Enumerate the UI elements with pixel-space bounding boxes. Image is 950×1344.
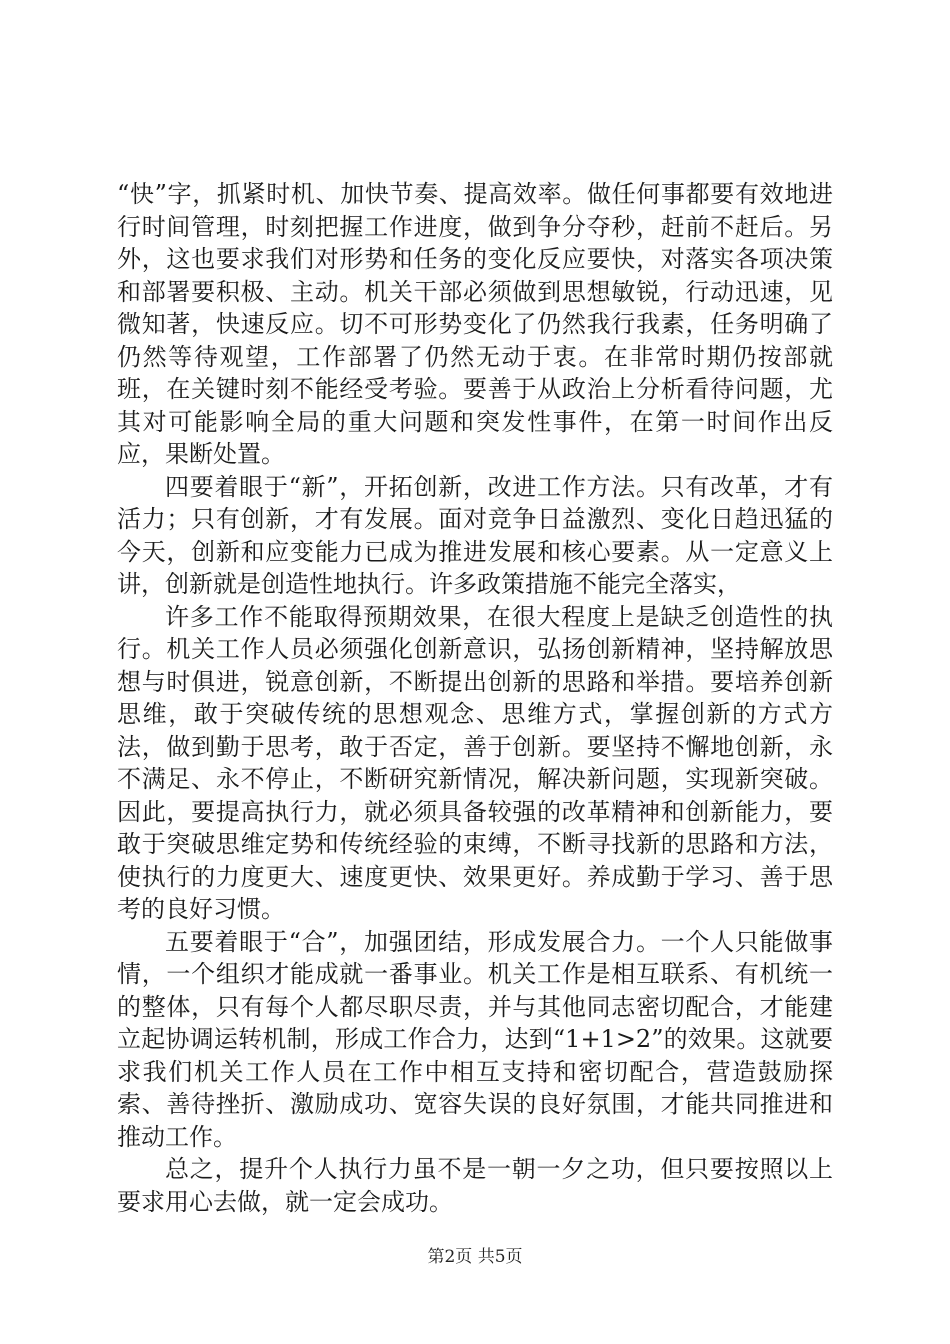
paragraph-2: 四要着眼于“新”，开拓创新，改进工作方法。只有改革，才有活力；只有创新，才有发展。面对竞争日益激烈、变化日趋迅猛的今天，创新和应变能力已成为推进发展和核心要素。从一定意义上讲，创新就是创造性地执行。许多政策措施不能完全落实， — [117, 472, 833, 598]
document-body — [117, 178, 833, 1218]
page-number-footer: 第2页 共5页 — [427, 1247, 523, 1267]
paragraph-1: “快”字，抓紧时机、加快节奏、提高效率。做任何事都要有效地进行时间管理，时刻把握工作进度，做到争分夺秒，赶前不赶后。另外，这也要求我们对形势和任务的变化反应要快，对落实各项决策和部署要积极、主动。机关干部必须做到思想敏锐，行动迅速，见微知著，快速反应。切不可形势变化了仍然我行我素，任务明确了仍然等待观望，工作部署了仍然无动于衷。在非常时期仍按部就班，在关键时刻不能经受考验。要善于从政治上分析看待问题，尤其对可能影响全局的重大问题和突发性事件，在第一时间作出反应，果断处置。 — [117, 180, 833, 468]
paragraph-4: 五要着眼于“合”，加强团结，形成发展合力。一个人只能做事情，一个组织才能成就一番事业。机关工作是相互联系、有机统一的整体，只有每个人都尽职尽责，并与其他同志密切配合，才能建立起协调运转机制，形成工作合力，达到“1+1>2”的效果。这就要求我们机关工作人员在工作中相互支持和密切配合，营造鼓励探索、善待挫折、激励成功、宽容失误的良好氛围，才能共同推进和推动工作。 — [117, 927, 833, 1151]
paragraph-3: 许多工作不能取得预期效果，在很大程度上是缺乏创造性的执行。机关工作人员必须强化创新意识，弘扬创新精神，坚持解放思想与时俱进，锐意创新，不断提出创新的思路和举措。要培养创新思维，敢于突破传统的思想观念、思维方式，掌握创新的方式方法，做到勤于思考，敢于否定，善于创新。要坚持不懈地创新，永不满足、永不停止，不断研究新情况，解决新问题，实现新突破。因此，要提高执行力，就必须具备较强的改革精神和创新能力，要敢于突破思维定势和传统经验的束缚，不断寻找新的思路和方法，使执行的力度更大、速度更快、效果更好。养成勤于学习、善于思考的良好习惯。 — [117, 602, 833, 923]
paragraph-5: 总之，提升个人执行力虽不是一朝一夕之功，但只要按照以上要求用心去做，就一定会成功。 — [117, 1155, 833, 1216]
